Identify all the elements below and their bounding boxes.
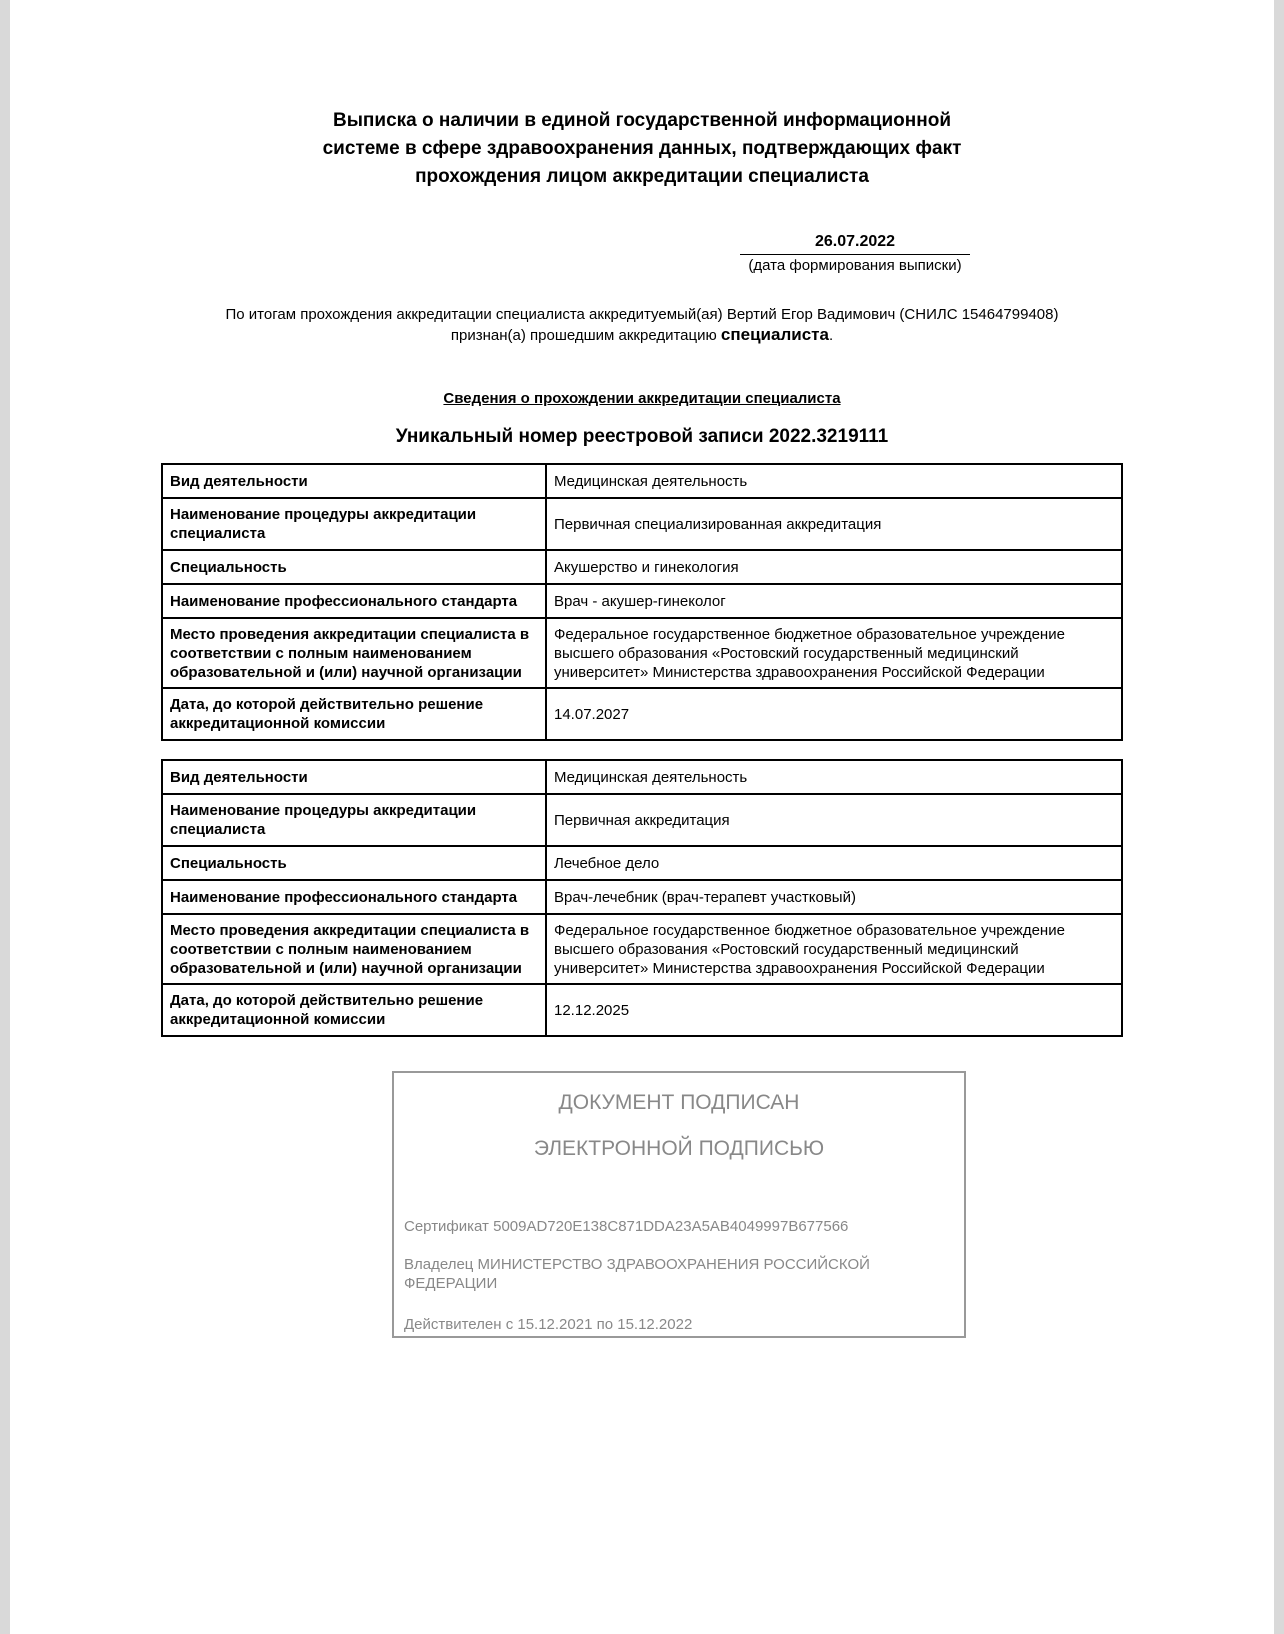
table-row [162,794,1122,846]
row-label: Дата, до которой действительно решение аккредитационной комиссии [162,688,546,740]
section-title: Сведения о прохождении аккредитации специалиста [443,390,841,407]
issue-date: 26.07.2022 [740,232,970,255]
table-row [162,914,1122,984]
intro-line-1: По итогам прохождения аккредитации специалиста аккредитуемый(ая) Вертий Егор Вадимович (СНИЛС 15464799408) [225,306,1059,323]
electronic-signature-stamp [392,1071,966,1338]
title-line: Выписка о наличии в единой государственной информационной [332,110,952,131]
row-label: Наименование профессионального стандарта [162,880,546,914]
stamp-heading-line-2: ЭЛЕКТРОННОЙ ПОДПИСЬЮ [533,1137,825,1160]
table-row [162,880,1122,914]
row-value: Врач - акушер-гинеколог [546,584,1122,618]
row-value: 12.12.2025 [546,984,1122,1036]
stamp-heading-line-1: ДОКУМЕНТ ПОДПИСАН [558,1091,800,1114]
row-value: Акушерство и гинекология [546,550,1122,584]
row-value: Медицинская деятельность [546,760,1122,794]
issue-date-caption: (дата формирования выписки) [748,257,962,274]
row-label: Наименование процедуры аккредитации специалиста [162,498,546,550]
table-row [162,464,1122,498]
row-label: Место проведения аккредитации специалиста в соответствии с полным наименованием образовательной и (или) научной организации [162,914,546,984]
accreditation-table-1 [161,463,1123,741]
row-label: Специальность [162,550,546,584]
registry-number: Уникальный номер реестровой записи 2022.3219111 [395,426,889,447]
row-label: Наименование профессионального стандарта [162,584,546,618]
row-value: Медицинская деятельность [546,464,1122,498]
accreditation-table-2 [161,759,1123,1037]
row-label: Вид деятельности [162,760,546,794]
row-value: Первичная специализированная аккредитация [546,498,1122,550]
table-row [162,584,1122,618]
row-value: Лечебное дело [546,846,1122,880]
row-value: 14.07.2027 [546,688,1122,740]
row-label: Наименование процедуры аккредитации специалиста [162,794,546,846]
table-row [162,760,1122,794]
table-row [162,498,1122,550]
intro-line-2-suffix: . [828,327,834,344]
intro-line-2-prefix: признан(а) прошедшим аккредитацию [450,327,721,344]
title-line: системе в сфере здравоохранения данных, подтверждающих факт [322,138,962,159]
intro-text [10,305,1274,346]
table-row [162,688,1122,740]
title-line: прохождения лицом аккредитации специалиста [415,166,869,187]
row-value: Федеральное государственное бюджетное образовательное учреждение высшего образования «Ростовский государственный медицинский университет» Министерства здравоохранения Российской Федерации [546,914,1122,984]
row-label: Дата, до которой действительно решение аккредитационной комиссии [162,984,546,1036]
row-value: Первичная аккредитация [546,794,1122,846]
table-row [162,846,1122,880]
issue-date-block [740,232,970,276]
stamp-owner: Владелец МИНИСТЕРСТВО ЗДРАВООХРАНЕНИЯ РОССИЙСКОЙ ФЕДЕРАЦИИ [404,1256,870,1292]
row-label: Место проведения аккредитации специалиста в соответствии с полным наименованием образовательной и (или) научной организации [162,618,546,688]
row-label: Специальность [162,846,546,880]
table-row [162,984,1122,1036]
row-value: Федеральное государственное бюджетное образовательное учреждение высшего образования «Ростовский государственный медицинский университет» Министерства здравоохранения Российской Федерации [546,618,1122,688]
document-page [10,0,1274,1634]
document-title [10,107,1274,191]
stamp-certificate: Сертификат 5009AD720E138C871DDA23A5AB4049997B677566 [404,1218,849,1235]
table-row [162,550,1122,584]
row-value: Врач-лечебник (врач-терапевт участковый) [546,880,1122,914]
row-label: Вид деятельности [162,464,546,498]
table-row [162,618,1122,688]
intro-line-2 [10,325,1274,346]
intro-line-2-strong: специалиста [720,325,829,344]
stamp-validity: Действителен с 15.12.2021 по 15.12.2022 [404,1316,693,1333]
